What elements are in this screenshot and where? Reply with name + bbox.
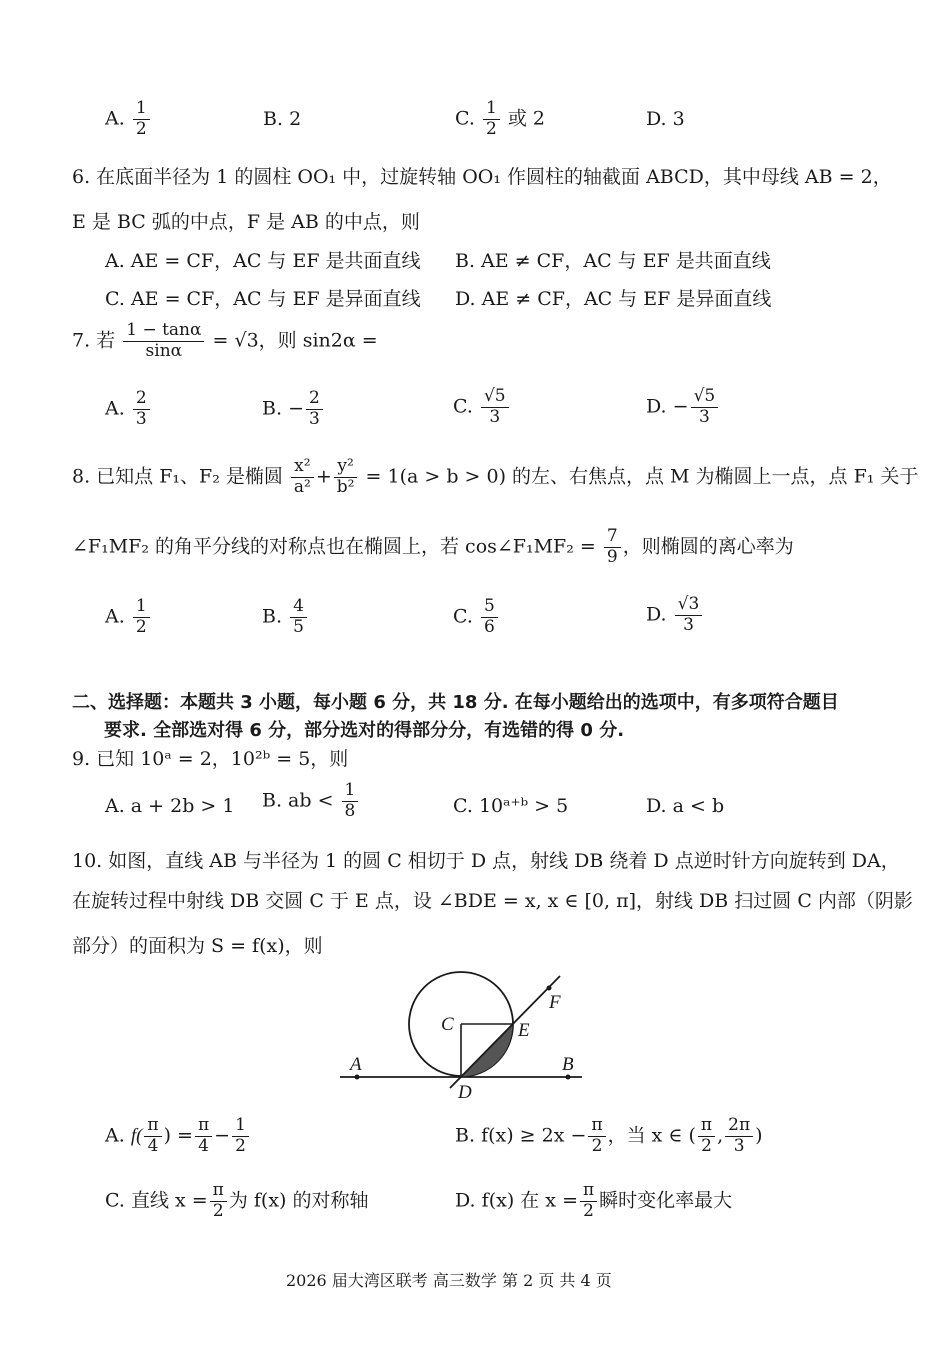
numerator: √3 xyxy=(675,596,703,616)
fraction xyxy=(675,596,703,635)
q8-prefix-2: ∠F₁MF₂ 的角平分线的对称点也在椭圆上，若 cos∠F₁MF₂ = xyxy=(72,535,596,558)
numerator: 2 xyxy=(133,390,150,410)
q7-option-b xyxy=(262,390,325,429)
option-label: D. xyxy=(646,603,667,626)
fraction xyxy=(306,390,323,429)
denominator: 2 xyxy=(701,1135,712,1156)
numerator: 1 xyxy=(483,100,500,120)
option-text: 为 f(x) 的对称轴 xyxy=(228,1189,369,1212)
option-label: D. xyxy=(646,395,667,418)
q9-stem: 9. 已知 10ᵃ = 2，10²ᵇ = 5，则 xyxy=(72,748,349,770)
option-label: C. xyxy=(105,1189,125,1212)
q9-option-c: C. 10ᵃ⁺ᵇ > 5 xyxy=(453,795,569,817)
denominator: 2 xyxy=(235,1135,246,1156)
option-label: D. xyxy=(646,108,667,130)
q8-option-c xyxy=(453,598,500,637)
fraction xyxy=(725,1117,753,1156)
option-label: A. xyxy=(105,1124,125,1147)
q6-option-d: D. AE ≠ CF，AC 与 EF 是异面直线 xyxy=(455,288,772,310)
denominator: sinα xyxy=(145,340,183,361)
minus-sign: − xyxy=(288,397,304,420)
numerator: 1 xyxy=(232,1117,249,1137)
fraction xyxy=(580,1182,597,1221)
option-label: B. xyxy=(262,605,283,628)
q8-suffix-2: ，则椭圆的离心率为 xyxy=(622,535,794,558)
fraction xyxy=(604,528,621,567)
q10-option-c xyxy=(105,1182,369,1221)
q9-option-a: A. a + 2b > 1 xyxy=(105,795,235,817)
fraction xyxy=(481,388,509,427)
denominator: 4 xyxy=(147,1135,159,1156)
numerator: 1 − tanα xyxy=(123,322,204,342)
q10-option-b xyxy=(455,1117,763,1156)
fraction xyxy=(483,100,500,139)
q8-option-b xyxy=(262,598,309,637)
label-d: D xyxy=(458,1082,472,1102)
plus-sign: + xyxy=(315,465,332,488)
q8-prefix: 8. 已知点 F₁、F₂ 是椭圆 xyxy=(72,465,283,488)
func-open: f( xyxy=(130,1125,143,1147)
fraction xyxy=(133,598,150,637)
point-f-dot xyxy=(547,986,552,991)
q7-stem xyxy=(72,322,378,361)
denominator: 2 xyxy=(583,1200,594,1221)
numerator: 2π xyxy=(725,1117,753,1137)
q6-option-c: C. AE = CF，AC 与 EF 是异面直线 xyxy=(105,288,421,310)
denominator: 4 xyxy=(198,1135,209,1156)
q9-option-d: D. a < b xyxy=(646,795,725,817)
fraction xyxy=(123,322,204,361)
q5-option-b xyxy=(263,108,301,130)
option-tail: 或 2 xyxy=(507,107,545,130)
numerator: x² xyxy=(291,458,313,478)
fraction xyxy=(342,782,359,821)
numerator: π xyxy=(144,1117,161,1137)
numerator: π xyxy=(210,1182,227,1202)
q8-suffix: = 1(a > b > 0) 的左、右焦点，点 M 为椭圆上一点，点 F₁ 关于 xyxy=(365,465,919,488)
q6-option-a: A. AE = CF，AC 与 EF 是共面直线 xyxy=(105,250,421,272)
q7-suffix: = √3，则 sin2α = xyxy=(212,329,378,352)
fraction xyxy=(698,1117,715,1156)
q5-option-a xyxy=(105,100,152,139)
q10-option-a xyxy=(105,1117,251,1156)
q6-option-b: B. AE ≠ CF，AC 与 EF 是共面直线 xyxy=(455,250,771,272)
option-label: A. xyxy=(105,107,125,130)
label-a: A xyxy=(350,1054,362,1075)
denominator: 3 xyxy=(733,1135,745,1156)
denominator: 2 xyxy=(591,1135,603,1156)
option-label: B. xyxy=(263,108,284,130)
option-text: 直线 x = xyxy=(130,1189,208,1212)
option-label: C. xyxy=(455,107,475,130)
option-label: B. xyxy=(262,397,283,420)
denominator: b² xyxy=(336,476,355,497)
numerator: 1 xyxy=(133,598,150,618)
q7-option-a xyxy=(105,390,152,429)
option-text: ，当 x ∈ ( xyxy=(607,1124,696,1147)
denominator: 8 xyxy=(344,800,356,821)
q10-stem-line2: 在旋转过程中射线 DB 交圆 C 于 E 点，设 ∠BDE = x, x ∈ [0, π]，射线 DB 扫过圆 C 内部（阴影 xyxy=(72,890,913,912)
numerator: π xyxy=(195,1117,212,1137)
fraction xyxy=(291,458,314,497)
close-paren: ) xyxy=(755,1124,763,1147)
option-label: A. xyxy=(105,605,125,628)
numerator: π xyxy=(588,1117,605,1137)
denominator: 3 xyxy=(135,408,147,429)
fraction xyxy=(133,390,150,429)
q7-option-c xyxy=(453,388,511,427)
denominator: 3 xyxy=(308,408,320,429)
fraction xyxy=(232,1117,249,1156)
q5-option-d xyxy=(646,108,685,130)
q10-figure xyxy=(330,970,600,1102)
q9-option-b xyxy=(262,782,360,821)
numerator: 5 xyxy=(481,598,498,618)
denominator: 6 xyxy=(483,616,495,637)
fraction xyxy=(588,1117,605,1156)
fraction xyxy=(133,100,150,139)
denominator: 2 xyxy=(212,1200,224,1221)
numerator: 1 xyxy=(133,100,150,120)
option-label: C. xyxy=(453,605,473,628)
denominator: 9 xyxy=(606,546,618,567)
comma: , xyxy=(717,1124,724,1147)
denominator: 2 xyxy=(135,118,147,139)
numerator: 7 xyxy=(604,528,621,548)
q10-stem-line3: 部分）的面积为 S = f(x)，则 xyxy=(72,935,323,957)
minus-sign: − xyxy=(672,395,689,418)
denominator: 3 xyxy=(698,406,710,427)
option-label: B. xyxy=(455,1124,476,1147)
numerator: y² xyxy=(334,458,356,478)
section-2-instructions: 要求. 全部选对得 6 分，部分选对的得部分分，有选错的得 0 分. xyxy=(104,720,625,741)
numerator: 1 xyxy=(342,782,359,802)
option-label: D. xyxy=(455,1189,476,1212)
fraction xyxy=(195,1117,212,1156)
fraction xyxy=(144,1117,161,1156)
option-label: B. ab < xyxy=(262,789,334,812)
denominator: 3 xyxy=(489,406,501,427)
q8-stem-line2 xyxy=(72,528,794,567)
denominator: 5 xyxy=(293,616,304,637)
q8-option-a xyxy=(105,598,152,637)
option-label: A. xyxy=(105,397,125,420)
label-e: E xyxy=(518,1020,530,1041)
option-text: f(x) ≥ 2x − xyxy=(481,1124,587,1147)
point-b-dot xyxy=(566,1075,571,1080)
label-f: F xyxy=(549,992,561,1013)
option-text: f(x) 在 x = xyxy=(481,1189,578,1212)
fraction xyxy=(210,1182,227,1221)
option-label: C. xyxy=(453,395,473,418)
q8-option-d xyxy=(646,596,704,635)
section-2-heading: 二、选择题：本题共 3 小题，每小题 6 分，共 18 分. 在每小题给出的选项中，有多项符合题目 xyxy=(72,692,839,713)
denominator: 2 xyxy=(135,616,147,637)
q10-option-d xyxy=(455,1182,732,1221)
equals: ) = xyxy=(163,1124,193,1147)
option-value: 2 xyxy=(289,108,302,130)
q10-stem-line1: 10. 如图，直线 AB 与半径为 1 的圆 C 相切于 D 点，射线 DB 绕着 D 点逆时针方向旋转到 DA， xyxy=(72,850,900,872)
q5-option-c xyxy=(455,100,545,139)
denominator: 2 xyxy=(485,118,497,139)
q7-option-d xyxy=(646,388,720,427)
numerator: √5 xyxy=(481,388,509,408)
numerator: π xyxy=(580,1182,597,1202)
numerator: 4 xyxy=(290,598,307,618)
label-c: C xyxy=(441,1014,454,1035)
q6-stem-line2: E 是 BC 弧的中点，F 是 AB 的中点，则 xyxy=(72,211,420,233)
fraction xyxy=(691,388,719,427)
fraction xyxy=(334,458,358,497)
q7-prefix: 7. 若 xyxy=(72,329,116,352)
denominator: 3 xyxy=(683,614,694,635)
option-text: 瞬时变化率最大 xyxy=(599,1189,733,1212)
ray-df xyxy=(450,976,560,1088)
denominator: a² xyxy=(293,476,311,497)
q8-stem-line1 xyxy=(72,458,918,497)
page-footer: 2026 届大湾区联考 高三数学 第 2 页 共 4 页 xyxy=(286,1271,612,1290)
point-a-dot xyxy=(355,1075,360,1080)
numerator: 2 xyxy=(306,390,323,410)
q6-stem-line1: 6. 在底面半径为 1 的圆柱 OO₁ 中，过旋转轴 OO₁ 作圆柱的轴截面 ABCD，其中母线 AB = 2， xyxy=(72,166,892,188)
option-value: 3 xyxy=(672,108,685,130)
label-b: B xyxy=(562,1054,574,1075)
minus-sign: − xyxy=(214,1124,231,1147)
fraction xyxy=(481,598,498,637)
numerator: √5 xyxy=(691,388,719,408)
fraction xyxy=(290,598,307,637)
numerator: π xyxy=(698,1117,715,1137)
